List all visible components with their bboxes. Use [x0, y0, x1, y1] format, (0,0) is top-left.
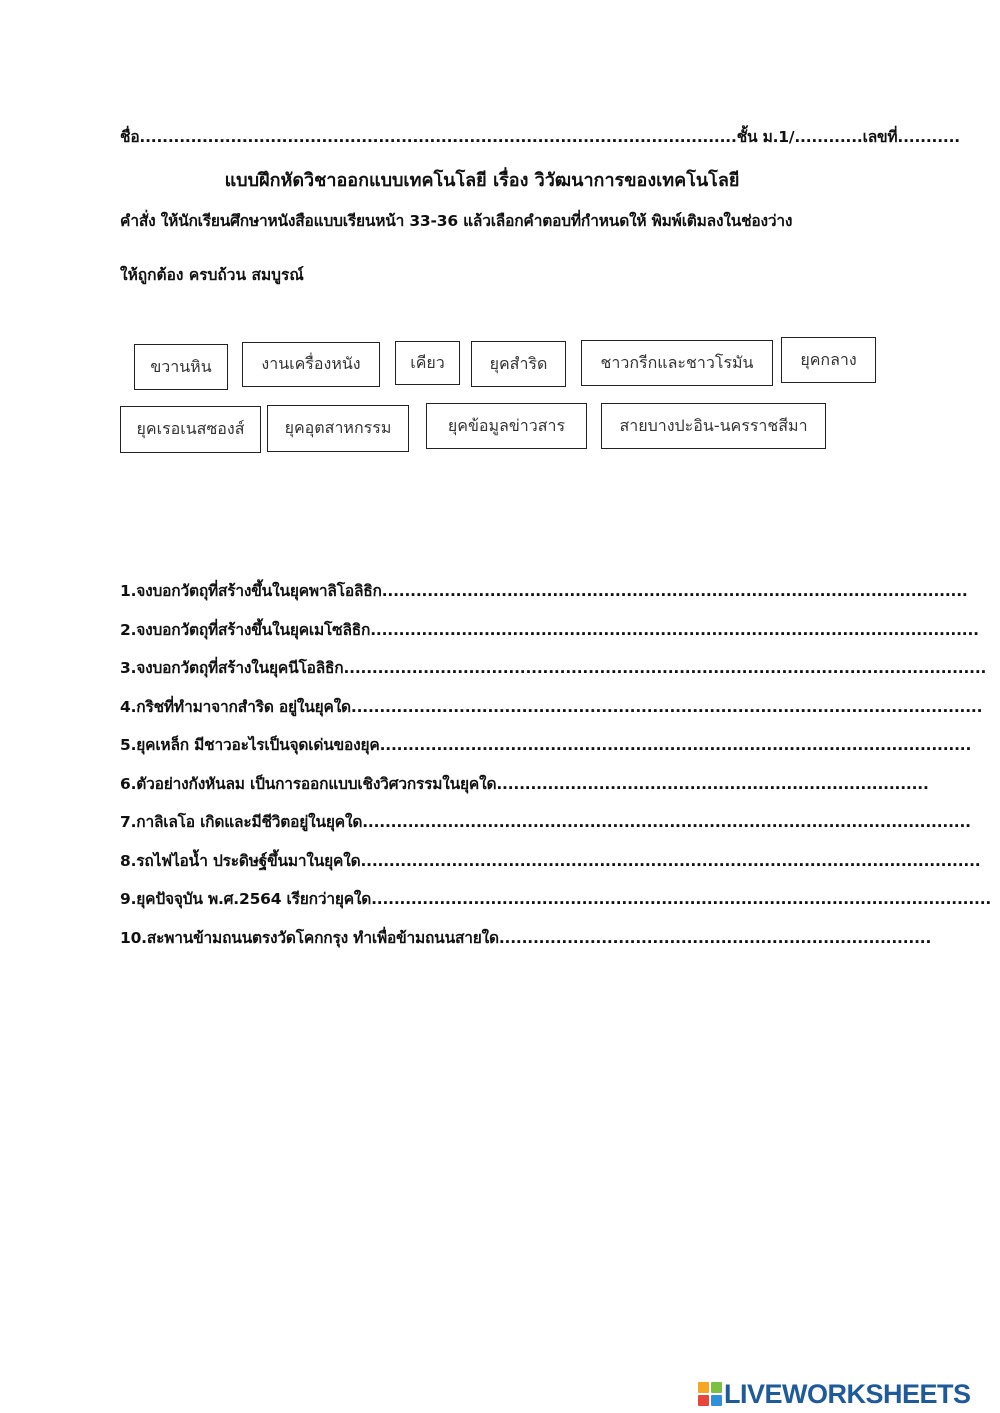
brand-name: LIVEWORKSHEETS: [724, 1378, 971, 1409]
question-3[interactable]: 3.จงบอกวัตถุที่สร้างในยุคนีโอลิธิก.................................................................................................................: [120, 659, 987, 677]
word-bank-item[interactable]: ชาวกรีกและชาวโรมัน: [581, 340, 773, 386]
word-bank-item[interactable]: ขวานหิน: [134, 344, 228, 390]
word-bank-item[interactable]: สายบางปะอิน-นครราชสีมา: [601, 403, 826, 449]
word-bank-item[interactable]: งานเครื่องหนัง: [242, 342, 380, 387]
word-bank-item[interactable]: ยุคข้อมูลข่าวสาร: [426, 403, 587, 449]
question-1[interactable]: 1.จงบอกวัตถุที่สร้างขึ้นในยุคพาลิโอลิธิก.......................................................................................................: [120, 582, 968, 600]
question-4[interactable]: 4.กริชที่ทำมาจากสำริด อยู่ในยุคใด...............................................................................................................: [120, 698, 983, 716]
word-bank-item[interactable]: ยุคกลาง: [781, 337, 876, 383]
question-6[interactable]: 6.ตัวอย่างกังหันลม เป็นการออกแบบเชิงวิศวกรรมในยุคใด............................................................................: [120, 775, 929, 793]
question-8[interactable]: 8.รถไฟไอน้ำ ประดิษฐ์ขึ้นมาในยุคใด.............................................................................................................: [120, 852, 981, 870]
question-5[interactable]: 5.ยุคเหล็ก มีชาวอะไรเป็นจุดเด่นของยุค........................................................................................................: [120, 736, 972, 754]
question-10[interactable]: 10.สะพานข้ามถนนตรงวัดโคกกรุง ทำเพื่อข้ามถนนสายใด............................................................................: [120, 929, 932, 947]
instruction-line-2: ให้ถูกต้อง ครบถ้วน สมบูรณ์: [120, 266, 304, 284]
liveworksheets-logo-icon: [698, 1382, 722, 1406]
question-2[interactable]: 2.จงบอกวัตถุที่สร้างขึ้นในยุคเมโซลิธิก...........................................................................................................: [120, 621, 979, 639]
word-bank-item[interactable]: เคียว: [395, 341, 460, 385]
word-bank-item[interactable]: ยุคเรอเนสซองส์: [120, 406, 261, 453]
question-9[interactable]: 9.ยุคปัจจุบัน พ.ศ.2564 เรียกว่ายุคใด.............................................................................................................: [120, 890, 992, 908]
student-info-line: ชื่อ.........................................................................................................ชั้น ม.1/............เลขที่...........: [120, 128, 960, 146]
liveworksheets-logo[interactable]: [698, 1377, 971, 1411]
question-7[interactable]: 7.กาลิเลโอ เกิดและมีชีวิตอยู่ในยุคใด...........................................................................................................: [120, 813, 971, 831]
word-bank-item[interactable]: ยุคอุตสาหกรรม: [267, 405, 409, 452]
word-bank-item[interactable]: ยุคสำริด: [471, 341, 566, 387]
worksheet-title: แบบฝึกหัดวิชาออกแบบเทคโนโลยี เรื่อง วิวัฒนาการของเทคโนโลยี: [224, 170, 740, 191]
instruction-line-1: คำสั่ง ให้นักเรียนศึกษาหนังสือแบบเรียนหน้า 33-36 แล้วเลือกคำตอบที่กำหนดให้ พิมพ์เติมลงในช่องว่าง: [120, 212, 793, 230]
